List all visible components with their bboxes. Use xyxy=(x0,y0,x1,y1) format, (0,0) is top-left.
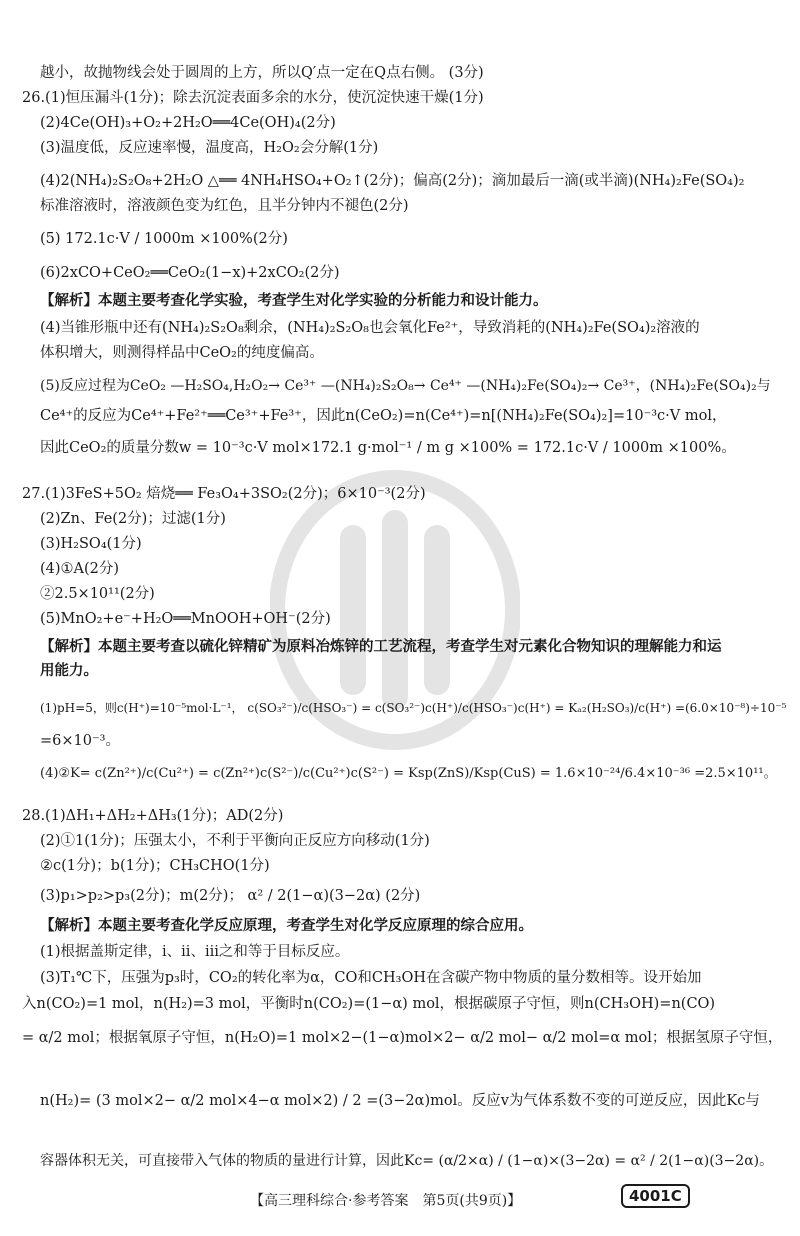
text-line: ②c(1分)；b(1分)；CH₃CHO(1分) xyxy=(40,858,270,874)
text-line: 入n(CO₂)=1 mol，n(H₂)=3 mol，平衡时n(CO₂)=(1−α) mol，根据碳原子守恒，则n(CH₃OH)=n(CO) xyxy=(22,996,716,1012)
text-line: (4)②K= c(Zn²⁺)/c(Cu²⁺) = c(Zn²⁺)c(S²⁻)/c(Cu²⁺)c(S²⁻) = Ksp(ZnS)/Ksp(CuS) = 1.6×10⁻²⁴/6.4×10⁻³⁶ =2.5×10¹¹。 xyxy=(40,766,777,781)
text-line: (6)2xCO+CeO₂══CeO₂(1−x)+2xCO₂(2分) xyxy=(40,265,340,281)
paper-code-badge: 4001C xyxy=(621,1184,690,1208)
analysis-heading-cont: 用能力。 xyxy=(40,662,98,679)
text-line: 标准溶液时，溶液颜色变为红色，且半分钟内不褪色(2分) xyxy=(40,198,409,214)
text-line: 体积增大，则测得样品中CeO₂的纯度偏高。 xyxy=(40,345,324,361)
text-line: (3)温度低，反应速率慢，温度高，H₂O₂会分解(1分) xyxy=(40,140,379,156)
analysis-heading: 【解析】本题主要考查化学反应原理，考查学生对化学反应原理的综合应用。 xyxy=(40,917,533,934)
text-line: (2)Zn、Fe(2分)；过滤(1分) xyxy=(40,511,226,527)
q28-title: 28.(1)ΔH₁+ΔH₂+ΔH₃(1分)；AD(2分) xyxy=(22,808,284,824)
text-line: (5) 172.1c·V / 1000m ×100%(2分) xyxy=(40,231,288,247)
text-line: (2)4Ce(OH)₃+O₂+2H₂O══4Ce(OH)₄(2分) xyxy=(40,115,336,131)
text-line: =6×10⁻³。 xyxy=(40,733,120,749)
analysis-heading: 【解析】本题主要考查化学实验，考查学生对化学实验的分析能力和设计能力。 xyxy=(40,292,548,309)
text-line: (5)MnO₂+e⁻+H₂O══MnOOH+OH⁻(2分) xyxy=(40,611,331,627)
page-footer: 【高三理科综合·参考答案 第5页(共9页)】 xyxy=(250,1193,522,1209)
text-line: (4)①A(2分) xyxy=(40,561,120,577)
text-line: (4)2(NH₄)₂S₂O₈+2H₂O △══ 4NH₄HSO₄+O₂↑(2分)；偏高(2分)；滴加最后一滴(或半滴)(NH₄)₂Fe(SO₄)₂ xyxy=(40,173,745,189)
text-line: (3)p₁>p₂>p₃(2分)；m(2分)； α² / 2(1−α)(3−2α) (2分) xyxy=(40,888,421,904)
text-line: Ce⁴⁺的反应为Ce⁴⁺+Fe²⁺══Ce³⁺+Fe³⁺，因此n(CeO₂)=n(Ce⁴⁺)=n[(NH₄)₂Fe(SO₄)₂]=10⁻³c·V mol， xyxy=(40,408,727,424)
text-line: n(H₂)= (3 mol×2− α/2 mol×4−α mol×2) / 2 =(3−2α)mol。反应ⅴ为气体系数不变的可逆反应，因此Kc与 xyxy=(40,1093,760,1109)
text-line: (5)反应过程为CeO₂ —H₂SO₄,H₂O₂→ Ce³⁺ —(NH₄)₂S₂O₈→ Ce⁴⁺ —(NH₄)₂Fe(SO₄)₂→ Ce³⁺，(NH₄)₂Fe(SO₄)₂与 xyxy=(40,378,771,394)
text-line: = α/2 mol；根据氧原子守恒，n(H₂O)=1 mol×2−(1−α)mol×2− α/2 mol− α/2 mol=α mol；根据氢原子守恒， xyxy=(22,1030,783,1046)
analysis-heading: 【解析】本题主要考查以硫化锌精矿为原料冶炼锌的工艺流程，考查学生对元素化合物知识的理解能力和运 xyxy=(40,638,722,655)
text-line: 越小，故抛物线会处于圆周的上方，所以Q′点一定在Q点右侧。 (3分) xyxy=(40,65,484,81)
text-line: (3)T₁℃下，压强为p₃时，CO₂的转化率为α，CO和CH₃OH在含碳产物中物质的量分数相等。设开始加 xyxy=(40,970,702,986)
text-line: (4)当锥形瓶中还有(NH₄)₂S₂O₈剩余，(NH₄)₂S₂O₈也会氧化Fe²⁺，导致消耗的(NH₄)₂Fe(SO₄)₂溶液的 xyxy=(40,320,700,336)
text-line: (2)①1(1分)；压强太小，不利于平衡向正反应方向移动(1分) xyxy=(40,833,430,849)
text-line: (1)根据盖斯定律，ⅰ、ⅱ、ⅲ之和等于目标反应。 xyxy=(40,944,350,960)
text-line: ②2.5×10¹¹(2分) xyxy=(40,586,155,602)
text-line: 因此CeO₂的质量分数w = 10⁻³c·V mol×172.1 g·mol⁻¹ / m g ×100% = 172.1c·V / 1000m ×100%。 xyxy=(40,440,736,456)
text-line: (3)H₂SO₄(1分) xyxy=(40,536,142,552)
q27-title: 27.(1)3FeS+5O₂ 焙烧══ Fe₃O₄+3SO₂(2分)；6×10⁻³(2分) xyxy=(22,486,426,502)
text-line: (1)pH=5，则c(H⁺)=10⁻⁵mol·L⁻¹， c(SO₃²⁻)/c(HSO₃⁻) = c(SO₃²⁻)c(H⁺)/c(HSO₃⁻)c(H⁺) = Kₐ₂(H₂SO₃)/c(H⁺) =(6.0×10⁻⁸)÷10⁻⁵ xyxy=(40,701,787,715)
text-line: 容器体积无关，可直接带入气体的物质的量进行计算，因此Kc= (α/2×α) / (1−α)×(3−2α) = α² / 2(1−α)(3−2α)。 xyxy=(40,1153,774,1169)
q26-title: 26.(1)恒压漏斗(1分)；除去沉淀表面多余的水分，使沉淀快速干燥(1分) xyxy=(22,90,484,106)
